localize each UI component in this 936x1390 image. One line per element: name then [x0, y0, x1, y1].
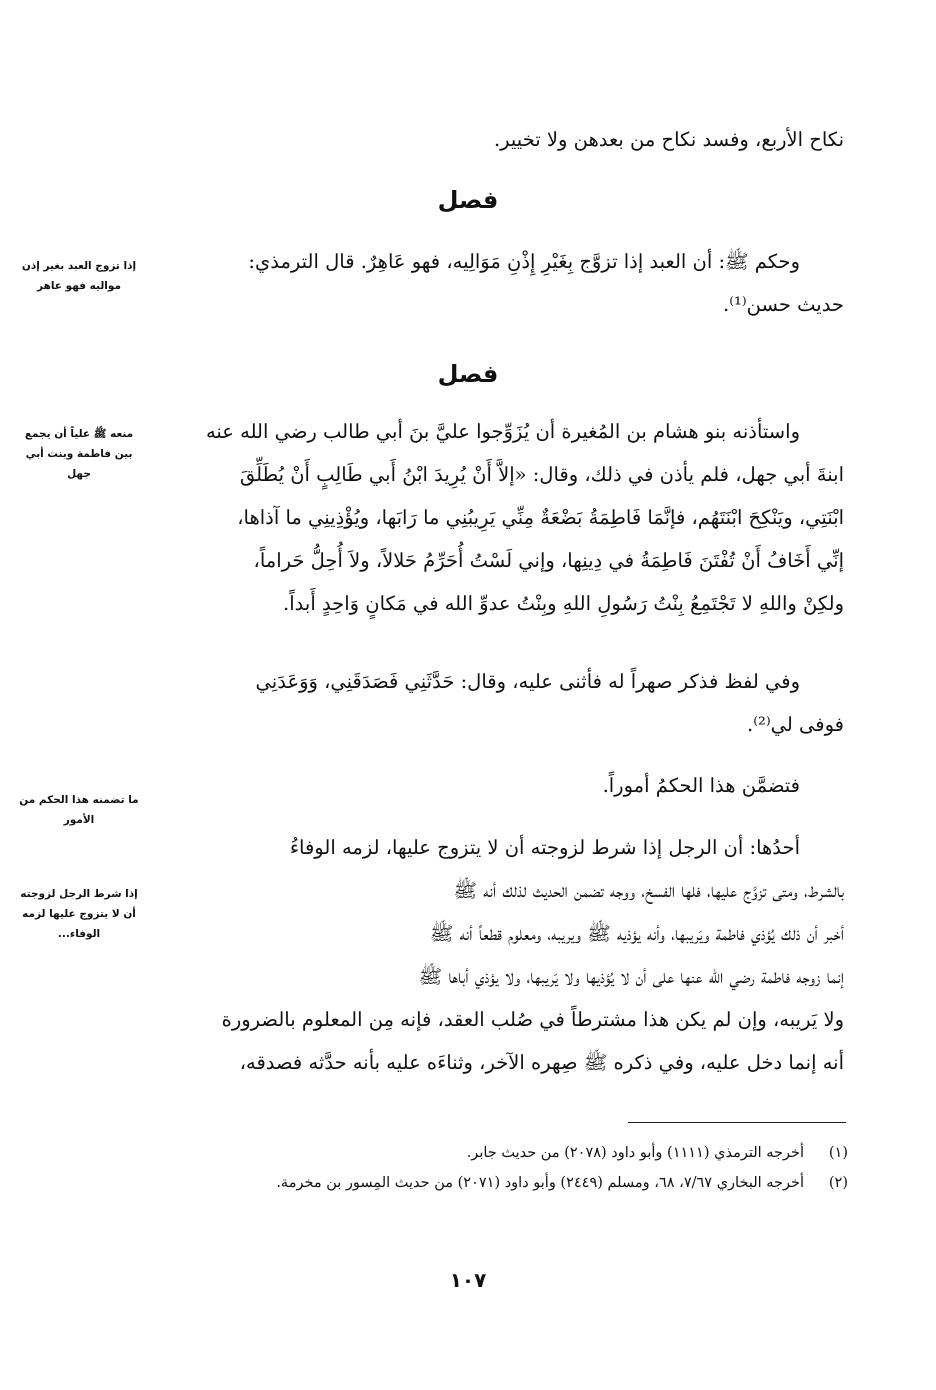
slave-marriage-paragraph [162, 240, 844, 326]
rulings-intro-paragraph [162, 764, 844, 807]
ali-marriage-paragraph [162, 410, 844, 625]
text-line: ابْنَتِي، ويَنْكِحَ ابْنَتَهُم، فإنَّمَا فَاطِمَةُ بَضْعَةٌ مِنِّي يَرِيبُنِي ما رَابَها، ويُؤْذِينِي ما آذاها، [237, 506, 844, 529]
text-line: ولكِنْ واللهِ لا تَجْتَمِعُ بِنْتُ رَسُولِ اللهِ وبِنْتُ عدوِّ الله في مَكانٍ وَاحِدٍ أَبداً. [283, 592, 844, 615]
text-line: ابنةَ أبي جهل، فلم يأذن في ذلك، وقال: «إلاَّ أَنْ يُرِيدَ ابْنُ أَبي طَالِبٍ أَنْ يُطَلِّقَ [239, 463, 844, 486]
text-line: أحدُها: أن الرجل إذا شرط لزوجته أن لا يتزوج عليها، لزمه الوفاءُ [289, 836, 800, 859]
text-line: واستأذنه بنو هشام بن المُغيرة أن يُزَوِّجوا عليَّ بنَ أبي طالب رضي الله عنه [205, 420, 800, 443]
margin-note: إذا شرط الرجل لزوجته أن لا يتزوج عليها لزمه الوفاء... [20, 888, 138, 940]
margin-note: منعه ﷺ علياً أن يجمع بين فاطمة وبنت أبي جهل [24, 428, 134, 480]
footnote-text: أخرجه البخاري ٧/٦٧، ٦٨، ومسلم (٢٤٤٩) وأبو داود (٢٠٧١) من حديث المِسور بن مخرمة. [276, 1175, 804, 1191]
footnote [174, 1138, 848, 1168]
hadith-variant-paragraph [162, 660, 844, 746]
footnote-number: (٢) [828, 1175, 848, 1191]
footnote [174, 1168, 848, 1198]
margin-note: إذا تزوج العبد بغير إذن مواليه فهو عاهر [21, 260, 137, 292]
text-line: وفي لفظ فذكر صهراً له فأثنى عليه، وقال: حَدَّثَنِي فَصَدَقَنِي، وَوَعَدَنِي [255, 670, 800, 693]
text-line: فتضمَّن هذا الحكمُ أموراً. [602, 774, 800, 797]
top-paragraph [162, 118, 844, 161]
section-heading: فصل [437, 360, 499, 388]
section-heading: فصل [437, 186, 499, 214]
text-line: ولا يَريبه، وإن لم يكن هذا مشترطاً في صُلب العقد، فإنه مِن المعلوم بالضرورة [221, 1008, 844, 1031]
page-number: ١٠٧ [449, 1268, 487, 1292]
footnote-separator [628, 1122, 846, 1123]
text-line: نكاح الأربع، وفسد نكاح من بعدهن ولا تخيير. [493, 128, 844, 151]
text-line: حديث حسن⁽¹⁾. [723, 293, 844, 316]
text-line: أنه إنما دخل عليه، وفي ذكره ﷺ صِهره الآخر، وثناءَه عليه بأنه حدَّثه فصدقه، [239, 1051, 844, 1074]
text-line: بالشرط، ومتى تزوَّج عليها، فلها الفسخ، ووجه تضمن الحديث لذلك أنه ﷺ [453, 879, 844, 902]
margin-note: ما تضمنه هذا الحكم من الأمور [19, 794, 139, 826]
text-line: فوفى لي⁽²⁾. [747, 713, 844, 736]
first-ruling-paragraph [162, 826, 844, 1084]
footnote-text: أخرجه الترمذي (١١١١) وأبو داود (٢٠٧٨) من حديث جابر. [466, 1145, 804, 1161]
footnotes [174, 1138, 848, 1198]
footnote-number: (١) [828, 1145, 848, 1161]
text-line: إنِّي أَخَافُ أَنْ تُفْتَنَ فَاطِمَةُ في دِينِها، وإني لَسْتُ أُحَرِّمُ حَلالاً، ولاَ أُحِلُّ حَراماً، [253, 549, 844, 572]
text-line: وحكم ﷺ: أن العبد إذا تزوَّج بِغَيْرِ إِذْنِ مَوَالِيه، فهو عَاهِرٌ. قال الترمذي: [248, 250, 800, 273]
text-line: إنما زوجه فاطمة رضي الله عنها على أن لا يُؤذيها ولا يَريبها، ولا يؤذي أباها ﷺ [418, 965, 844, 988]
text-line: أخبر أن ذلك يُؤذي فاطمة ويَريبها، وأنه يؤذيه ﷺ ويريبه، ومعلوم قطعاً أنه ﷺ [429, 922, 844, 945]
